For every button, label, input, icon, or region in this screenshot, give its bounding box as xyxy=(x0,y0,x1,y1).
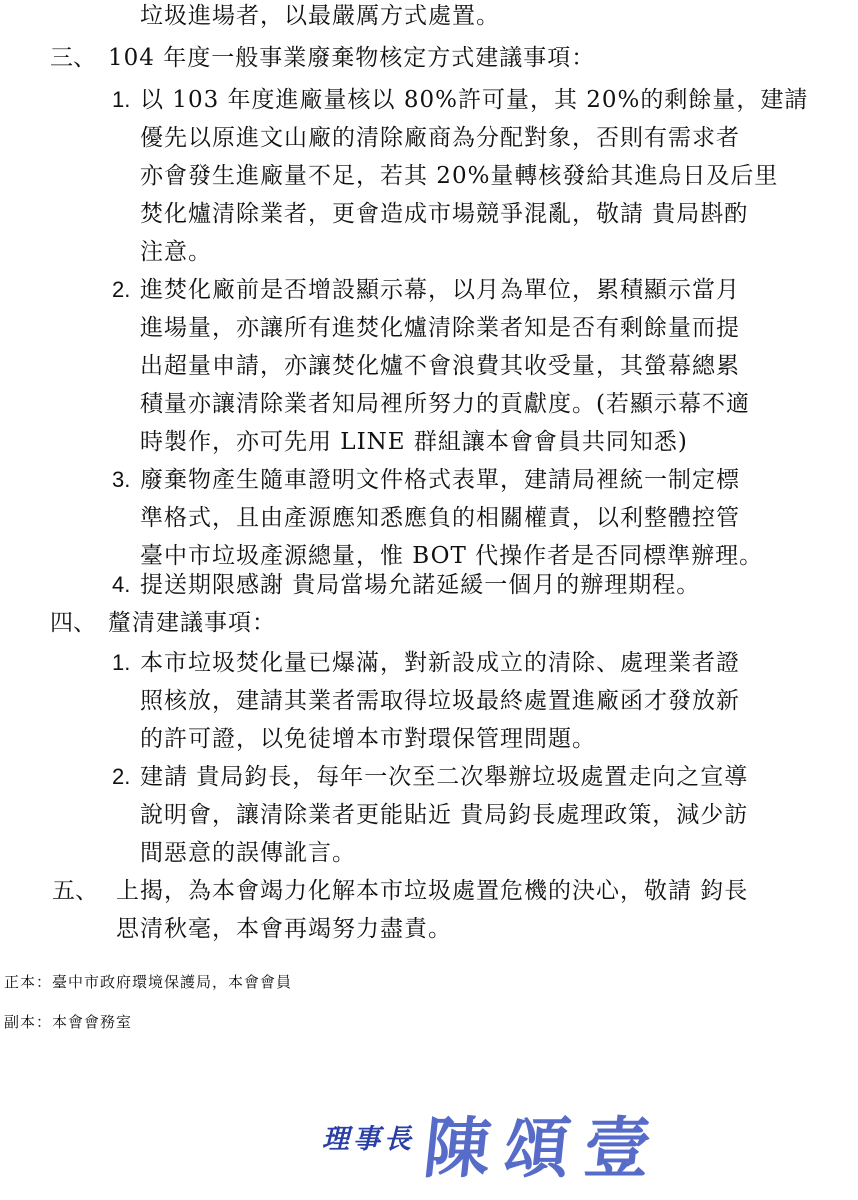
section-5-line: 上揭，為本會竭力化解本市垃圾處置危機的決心，敬請 鈞長 xyxy=(116,878,749,904)
section-3-item-2-number: 2. xyxy=(112,277,131,302)
section-3-item-1-line: 焚化爐清除業者，更會造成市場競爭混亂，敬請 貴局斟酌 xyxy=(140,201,749,227)
section-4-item-1-line: 的許可證，以免徒增本市對環保管理問題。 xyxy=(140,726,596,752)
section-3-item-1-number: 1. xyxy=(112,87,131,112)
signature-title: 理事長 xyxy=(322,1124,415,1155)
section-3-item-4-number: 4. xyxy=(112,572,131,597)
section-3-item-3-line: 準格式，且由產源應知悉應負的相關權責，以利整體控管 xyxy=(140,505,740,531)
section-4-item-2-line: 說明會，讓清除業者更能貼近 貴局鈞長處理政策，減少訪 xyxy=(140,802,749,828)
section-4-item-1-line: 本市垃圾焚化量已爆滿，對新設成立的清除、處理業者證 xyxy=(140,650,740,676)
section-3-item-1-line: 注意。 xyxy=(140,239,212,265)
section-4-item-2-number: 2. xyxy=(112,764,131,789)
section-3-item-2-line: 積量亦讓清除業者知局裡所努力的貢獻度。(若顯示幕不適 xyxy=(140,391,750,417)
section-3-item-3-line: 臺中市垃圾產源總量，惟 BOT 代操作者是否同標準辦理。 xyxy=(140,543,764,569)
section-4-title: 釐清建議事項： xyxy=(108,610,276,636)
section-3-item-1-line: 以 103 年度進廠量核以 80%許可量，其 20%的剩餘量，建請 xyxy=(140,87,809,113)
section-3-title: 104 年度一般事業廢棄物核定方式建議事項： xyxy=(108,45,596,71)
section-3-number: 三、 xyxy=(50,45,96,71)
section-5-number: 五、 xyxy=(52,878,98,904)
section-3-item-2-line: 進場量，亦讓所有進焚化爐清除業者知是否有剩餘量而提 xyxy=(140,315,740,341)
section-5-line: 思清秋毫，本會再竭努力盡責。 xyxy=(116,916,452,942)
section-3-item-2-line: 時製作，亦可先用 LINE 群組讓本會會員共同知悉) xyxy=(140,429,688,455)
intro-continuation: 垃圾進場者，以最嚴厲方式處置。 xyxy=(140,3,500,29)
section-4-item-2-line: 建請 貴局鈞長，每年一次至二次舉辦垃圾處置走向之宣導 xyxy=(140,764,749,790)
section-3-item-4-line: 提送期限感謝 貴局當場允諾延緩一個月的辦理期程。 xyxy=(140,572,701,598)
section-4-item-1-line: 照核放，建請其業者需取得垃圾最終處置進廠函才發放新 xyxy=(140,688,740,714)
distribution-original: 正本：臺中市政府環境保護局，本會會員 xyxy=(4,973,293,991)
section-3-item-3-number: 3. xyxy=(112,467,131,492)
section-3-item-2-line: 進焚化廠前是否增設顯示幕，以月為單位，累積顯示當月 xyxy=(140,277,740,303)
section-3-item-1-line: 優先以原進文山廠的清除廠商為分配對象，否則有需求者 xyxy=(140,125,740,151)
distribution-copy: 副本：本會會務室 xyxy=(4,1013,133,1031)
section-4-item-2-line: 間惡意的誤傳訛言。 xyxy=(140,840,356,866)
section-3-item-1-line: 亦會發生進廠量不足，若其 20%量轉核發給其進烏日及后里 xyxy=(140,163,779,189)
section-4-item-1-number: 1. xyxy=(112,650,131,675)
section-3-item-2-line: 出超量申請，亦讓焚化爐不會浪費其收受量，其螢幕總累 xyxy=(140,353,740,379)
signature-name-stamp: 陳頌壹 xyxy=(420,1109,669,1187)
section-4-number: 四、 xyxy=(50,610,96,636)
section-3-item-3-line: 廢棄物產生隨車證明文件格式表單，建請局裡統一制定標 xyxy=(140,467,740,493)
